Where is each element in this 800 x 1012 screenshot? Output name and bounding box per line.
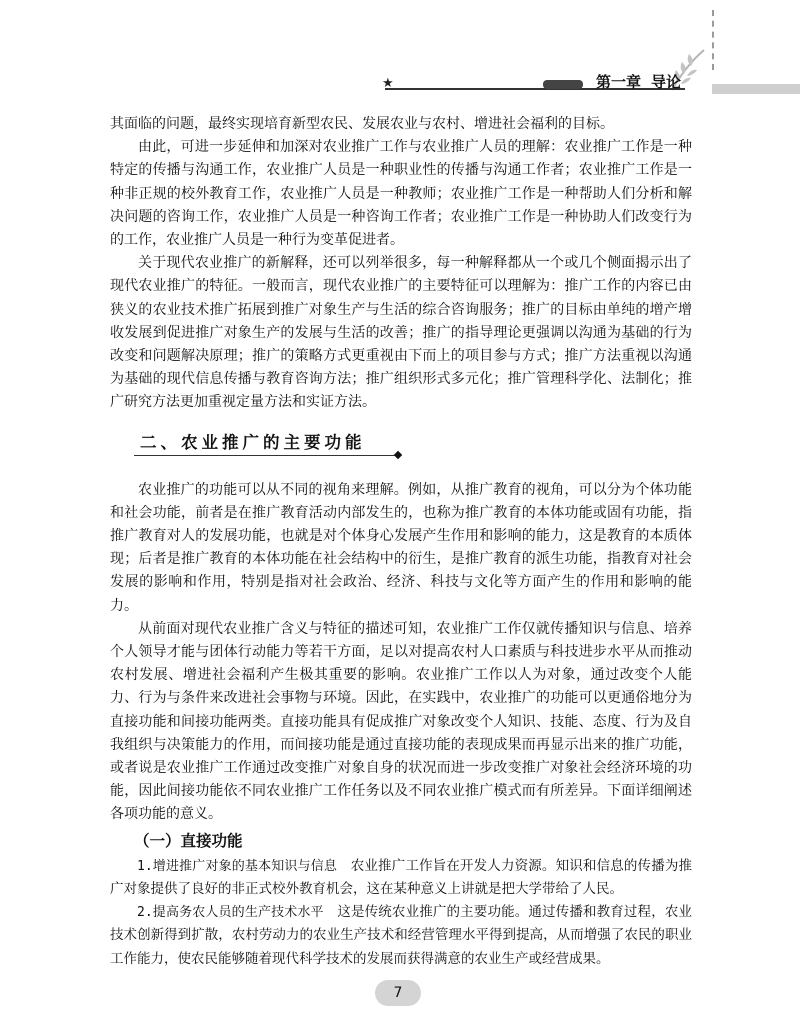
list-item <box>110 901 692 971</box>
star-icon: ★ <box>382 76 394 91</box>
paragraph: 关于现代农业推广的新解释，还可以列举很多，每一种解释都从一个或几个侧面揭示出了现代农业推广的特征。一般而言，现代农业推广的主要特征可以理解为：推广工作的内容已由狭义的农业技术推广拓展到推广对象生产与生活的综合咨询服务；推广的目标由单纯的增产增收发展到促进推广对象生产的发展与生活的改善；推广的指导理论更强调以沟通为基础的行为改变和问题解决原理；推广的策略方式更重视由下而上的项目参与方式；推广方法重视以沟通为基础的现代信息传播与教育咨询方法；推广组织形式多元化；推广管理科学化、法制化；推广研究方法更加重视定量方法和实证方法。 <box>110 255 692 411</box>
page-number: 7 <box>375 980 421 1006</box>
subsection-title: （一）直接功能 <box>134 831 243 850</box>
page-content <box>110 113 692 971</box>
paragraph: 农业推广的功能可以从不同的视角来理解。例如，从推广教育的视角，可以分为个体功能和社会功能，前者是在推广教育活动内部发生的，也称为推广教育的本体功能或固有功能，指推广教育对人的发展功能，也就是对个体身心发展产生作用和影响的能力，这是教育的本质体现；后者是推广教育的本体功能在社会结构中的衍生，是推广教育的派生功能，指教育对社会发展的影响和作用，特别是指对社会政治、经济、科技与文化等方面产生的作用和影响的能力。 <box>110 481 692 614</box>
section-title: 二、农业推广的主要功能 <box>140 432 366 452</box>
running-header <box>596 71 691 92</box>
diamond-icon <box>394 450 402 458</box>
series-badge <box>543 80 583 89</box>
paragraph: 从前面对现代农业推广含义与特征的描述可知，农业推广工作仅就传播知识与信息、培养个人领导才能与团体行动能力等若干方面，足以对提高农村人口素质与科技进步水平从而推动农村发展、增进社会福利产生极其重要的影响。农业推广工作以人为对象，通过改变个人能力、行为与条件来改进社会事物与环境。因此，在实践中，农业推广的功能可以更通俗地分为直接功能和间接功能两类。直接功能具有促成推广对象改变个人知识、技能、态度、行为及自我组织与决策能力的作用，而间接功能是通过直接功能的表现成果而再显示出来的推广功能，或者说是农业推广工作通过改变推广对象自身的状况而进一步改变推广对象社会经济环境的功能，因此间接功能依不同农业推广工作任务以及不同农业推广模式而有所差异。下面详细阐述各项功能的意义。 <box>110 620 692 823</box>
item-text: 农业推广工作旨在开发人力资源。知识和信息的传播为推广对象提供了良好的非正式校外教育机会，这在某种意义上讲就是把大学带给了人民。 <box>110 857 693 897</box>
item-text: 这是传统农业推广的主要功能。通过传播和教育过程，农业技术创新得到扩散，农村劳动力的农业生产技术和经营管理水平得到提高，从而增强了农民的职业工作能力，使农民能够随着现代科学技术的发展而获得满意的农业生产或经营成果。 <box>110 904 693 967</box>
section-heading <box>134 427 424 457</box>
header-gray-bar <box>712 84 800 94</box>
chapter-title: 导论 <box>651 73 682 91</box>
paragraph: 由此，可进一步延伸和加深对农业推广工作与农业推广人员的理解：农业推广工作是一种特定的传播与沟通工作，农业推广人员是一种职业性的传播与沟通工作者；农业推广工作是一种非正规的校外教育工作，农业推广人员是一种教师；农业推广工作是一种帮助人们分析和解决问题的咨询工作，农业推广人员是一种咨询工作者；农业推广工作是一种协助人们改变行为的工作，农业推广人员是一种行为变革促进者。 <box>110 139 692 249</box>
item-lead: 1.增进推广对象的基本知识与信息 <box>137 858 338 874</box>
list-item <box>110 855 692 901</box>
chapter-label: 第一章 <box>596 73 642 91</box>
section-rule <box>134 455 396 456</box>
item-lead: 2.提高务农人员的生产技术水平 <box>137 905 324 921</box>
header-dashed-line <box>712 10 714 70</box>
paragraph: 其面临的问题，最终实现培育新型农民、发展农业与农村、增进社会福利的目标。 <box>110 116 614 132</box>
